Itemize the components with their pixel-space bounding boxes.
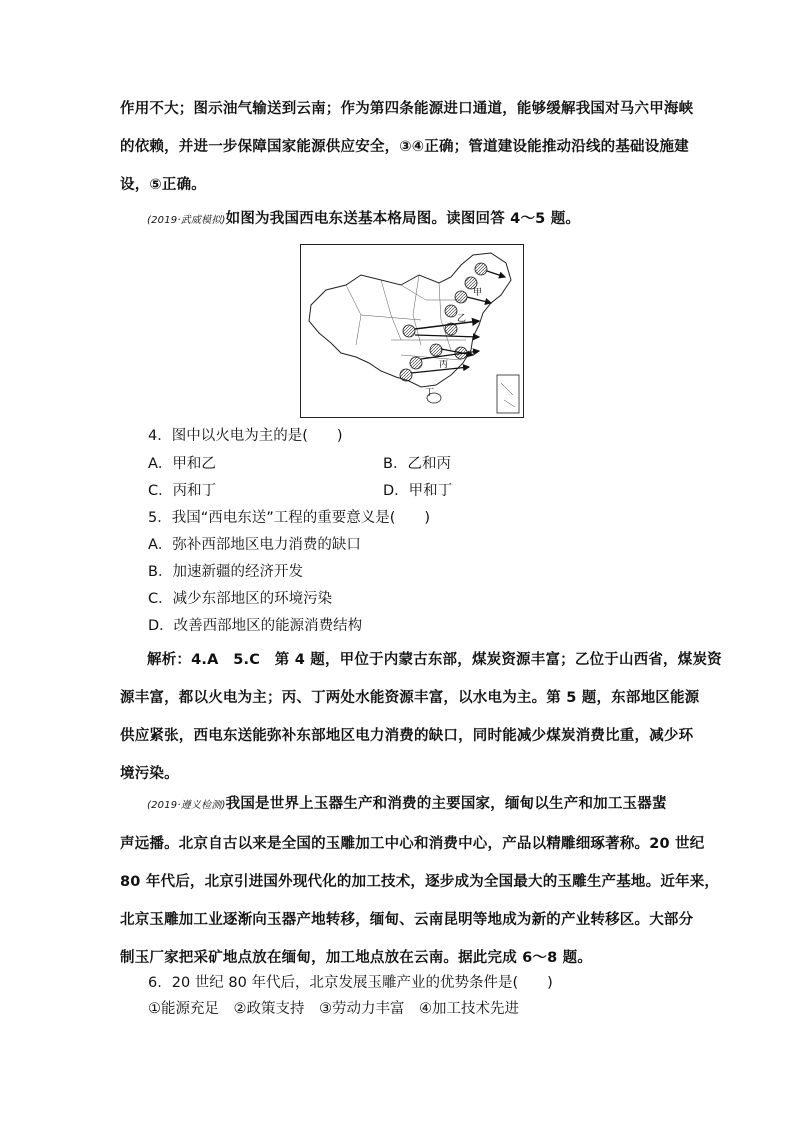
q5-option-b: B．加速新疆的经济开发 xyxy=(148,564,303,580)
question-4-stem: 4．图中以火电为主的是( ) xyxy=(148,428,343,444)
intro-line-1: 作用不大；图示油气输送到云南；作为第四条能源进口通道，能够缓解我国对马六甲海峡 xyxy=(120,101,694,117)
stem-6-8-source: (2019·遵义检测) xyxy=(147,800,226,811)
q4-option-c: C．丙和丁 xyxy=(148,483,217,499)
stem-6-8-line-5: 制玉厂家把采矿地点放在缅甸，加工地点放在云南。据此完成 6～8 题。 xyxy=(120,950,593,966)
q4-option-d: D．甲和丁 xyxy=(383,483,453,499)
map-label-bing: 丙 xyxy=(439,360,449,370)
stem-6-8-line-3: 80 年代后，北京引进国外现代化的加工技术，逐步成为全国最大的玉雕生产基地。近年来， xyxy=(120,874,720,890)
q5-option-c: C．减少东部地区的环境污染 xyxy=(148,591,333,607)
map-label-yi: 乙 xyxy=(457,314,467,324)
stem-6-8-line-2: 声远播。北京自古以来是全国的玉雕加工中心和消费中心，产品以精雕细琢著称。20 世纪 xyxy=(120,836,705,852)
map-label-ding: 丁 xyxy=(425,388,435,398)
analysis-line-4: 境污染。 xyxy=(120,766,179,782)
q5-option-d: D．改善西部地区的能源消费结构 xyxy=(148,618,363,634)
intro-line-2: 的依赖，并进一步保障国家能源供应安全，③④正确；管道建设能推动沿线的基础设施建 xyxy=(120,139,689,155)
stem-4-5-text: 如图为我国西电东送基本格局图。读图回答 4～5 题。 xyxy=(225,211,581,227)
question-5-stem: 5．我国“西电东送”工程的重要意义是( ) xyxy=(148,510,431,526)
stem-6-8-line-4: 北京玉雕加工业逐渐向玉器产地转移，缅甸、云南昆明等地成为新的产业转移区。大部分 xyxy=(120,912,694,928)
west-east-power-map xyxy=(300,244,524,418)
analysis-line-1: 解析：4.A 5.C 第 4 题，甲位于内蒙古东部，煤炭资源丰富；乙位于山西省，煤炭资 xyxy=(147,652,722,668)
intro-paragraph xyxy=(120,90,694,204)
q4-option-b: B．乙和丙 xyxy=(383,456,451,472)
stem-6-8 xyxy=(120,785,720,977)
stem-4-5 xyxy=(120,200,680,240)
stem-6-8-line-1: 我国是世界上玉器生产和消费的主要国家，缅甸以生产和加工玉器蜚 xyxy=(225,796,667,812)
map-label-jia: 甲 xyxy=(473,288,483,298)
china-map-svg xyxy=(301,245,523,417)
analysis-paragraph xyxy=(120,641,722,793)
q4-option-a: A．甲和乙 xyxy=(148,456,216,472)
intro-line-3: 设，⑤正确。 xyxy=(120,177,206,193)
stem-4-5-source: (2019·武威模拟) xyxy=(147,215,226,226)
analysis-line-2: 源丰富，都以火电为主；丙、丁两处水能资源丰富，以水电为主。第 5 题，东部地区能源 xyxy=(120,690,700,706)
q6-options: ①能源充足 ②政策支持 ③劳动力丰富 ④加工技术先进 xyxy=(148,1001,519,1017)
analysis-line-3: 供应紧张，西电东送能弥补东部地区电力消费的缺口，同时能减少煤炭消费比重，减少环 xyxy=(120,728,694,744)
question-6-stem: 6．20 世纪 80 年代后，北京发展玉雕产业的优势条件是( ) xyxy=(148,975,553,991)
q5-option-a: A．弥补西部地区电力消费的缺口 xyxy=(148,537,361,553)
